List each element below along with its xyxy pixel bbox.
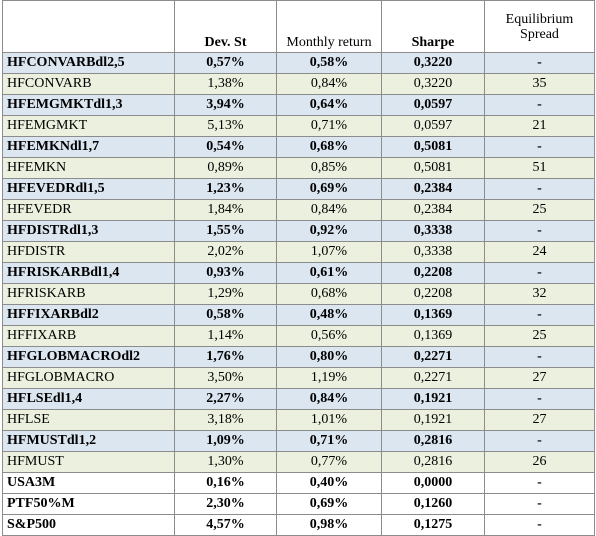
- cell-dev-st: 0,58%: [175, 305, 277, 326]
- cell-dev-st: 1,76%: [175, 347, 277, 368]
- cell-sharpe: 0,1921: [382, 389, 485, 410]
- cell-equilibrium-spread: -: [485, 95, 595, 116]
- cell-sharpe: 0,2271: [382, 347, 485, 368]
- cell-monthly-return: 0,92%: [277, 221, 382, 242]
- cell-sharpe: 0,2384: [382, 179, 485, 200]
- cell-dev-st: 5,13%: [175, 116, 277, 137]
- cell-monthly-return: 0,84%: [277, 389, 382, 410]
- cell-fund-name: HFMUSTdl1,2: [3, 431, 175, 452]
- cell-monthly-return: 0,58%: [277, 53, 382, 74]
- cell-equilibrium-spread: -: [485, 179, 595, 200]
- cell-sharpe: 0,5081: [382, 137, 485, 158]
- cell-sharpe: 0,0000: [382, 473, 485, 494]
- cell-monthly-return: 0,61%: [277, 263, 382, 284]
- cell-dev-st: 1,38%: [175, 74, 277, 95]
- cell-dev-st: 1,55%: [175, 221, 277, 242]
- cell-equilibrium-spread: 27: [485, 368, 595, 389]
- cell-dev-st: 0,16%: [175, 473, 277, 494]
- cell-monthly-return: 0,84%: [277, 74, 382, 95]
- header-spread-line1: Equilibrium: [505, 11, 574, 27]
- cell-sharpe: 0,1275: [382, 515, 485, 536]
- cell-dev-st: 0,93%: [175, 263, 277, 284]
- cell-fund-name: HFMUST: [3, 452, 175, 473]
- cell-fund-name: HFEMGMKTdl1,3: [3, 95, 175, 116]
- cell-fund-name: HFEMKN: [3, 158, 175, 179]
- table-row: [3, 431, 595, 452]
- cell-sharpe: 0,1921: [382, 410, 485, 431]
- cell-sharpe: 0,3338: [382, 242, 485, 263]
- cell-fund-name: HFDISTR: [3, 242, 175, 263]
- cell-monthly-return: 0,64%: [277, 95, 382, 116]
- cell-equilibrium-spread: 27: [485, 410, 595, 431]
- table-row: [3, 284, 595, 305]
- cell-monthly-return: 0,56%: [277, 326, 382, 347]
- cell-equilibrium-spread: -: [485, 137, 595, 158]
- cell-monthly-return: 1,19%: [277, 368, 382, 389]
- cell-fund-name: HFEMGMKT: [3, 116, 175, 137]
- results-table: [2, 0, 595, 536]
- header-dev-st: Dev. St: [175, 1, 277, 53]
- cell-equilibrium-spread: -: [485, 221, 595, 242]
- table-row: [3, 242, 595, 263]
- cell-dev-st: 1,30%: [175, 452, 277, 473]
- cell-equilibrium-spread: -: [485, 431, 595, 452]
- cell-dev-st: 0,57%: [175, 53, 277, 74]
- table-row: [3, 53, 595, 74]
- cell-equilibrium-spread: -: [485, 494, 595, 515]
- cell-dev-st: 1,14%: [175, 326, 277, 347]
- cell-fund-name: HFCONVARB: [3, 74, 175, 95]
- cell-dev-st: 0,54%: [175, 137, 277, 158]
- cell-sharpe: 0,1369: [382, 326, 485, 347]
- cell-sharpe: 0,0597: [382, 95, 485, 116]
- table-row: [3, 326, 595, 347]
- cell-sharpe: 0,3220: [382, 53, 485, 74]
- cell-equilibrium-spread: 51: [485, 158, 595, 179]
- table-row: [3, 494, 595, 515]
- cell-dev-st: 3,50%: [175, 368, 277, 389]
- cell-fund-name: HFDISTRdl1,3: [3, 221, 175, 242]
- table-row: [3, 74, 595, 95]
- header-sharpe: Sharpe: [382, 1, 485, 53]
- cell-fund-name: HFEMKNdl1,7: [3, 137, 175, 158]
- cell-sharpe: 0,0597: [382, 116, 485, 137]
- cell-equilibrium-spread: 26: [485, 452, 595, 473]
- cell-fund-name: USA3M: [3, 473, 175, 494]
- cell-monthly-return: 0,85%: [277, 158, 382, 179]
- header-name: [3, 1, 175, 53]
- cell-fund-name: HFCONVARBdl2,5: [3, 53, 175, 74]
- cell-fund-name: HFEVEDR: [3, 200, 175, 221]
- table-body: [3, 53, 595, 536]
- cell-fund-name: HFRISKARB: [3, 284, 175, 305]
- cell-equilibrium-spread: -: [485, 263, 595, 284]
- cell-monthly-return: 0,80%: [277, 347, 382, 368]
- cell-equilibrium-spread: 35: [485, 74, 595, 95]
- cell-sharpe: 0,2816: [382, 452, 485, 473]
- cell-dev-st: 2,30%: [175, 494, 277, 515]
- cell-equilibrium-spread: -: [485, 473, 595, 494]
- cell-fund-name: HFLSEdl1,4: [3, 389, 175, 410]
- cell-monthly-return: 0,48%: [277, 305, 382, 326]
- table-row: [3, 221, 595, 242]
- cell-sharpe: 0,5081: [382, 158, 485, 179]
- cell-dev-st: 2,27%: [175, 389, 277, 410]
- cell-dev-st: 1,23%: [175, 179, 277, 200]
- table-row: [3, 347, 595, 368]
- table-row: [3, 515, 595, 536]
- cell-dev-st: 0,89%: [175, 158, 277, 179]
- cell-fund-name: HFLSE: [3, 410, 175, 431]
- table-row: [3, 389, 595, 410]
- table-row: [3, 473, 595, 494]
- table-row: [3, 410, 595, 431]
- cell-fund-name: HFFIXARBdl2: [3, 305, 175, 326]
- cell-sharpe: 0,2208: [382, 263, 485, 284]
- cell-dev-st: 1,84%: [175, 200, 277, 221]
- header-row: [3, 1, 595, 53]
- table-row: [3, 137, 595, 158]
- cell-dev-st: 4,57%: [175, 515, 277, 536]
- cell-equilibrium-spread: -: [485, 389, 595, 410]
- cell-sharpe: 0,2816: [382, 431, 485, 452]
- cell-dev-st: 1,29%: [175, 284, 277, 305]
- cell-monthly-return: 0,98%: [277, 515, 382, 536]
- table-row: [3, 116, 595, 137]
- table-row: [3, 179, 595, 200]
- cell-equilibrium-spread: -: [485, 347, 595, 368]
- cell-monthly-return: 0,69%: [277, 179, 382, 200]
- cell-fund-name: HFGLOBMACRO: [3, 368, 175, 389]
- cell-equilibrium-spread: -: [485, 515, 595, 536]
- cell-dev-st: 2,02%: [175, 242, 277, 263]
- cell-sharpe: 0,2271: [382, 368, 485, 389]
- cell-equilibrium-spread: 32: [485, 284, 595, 305]
- table-row: [3, 305, 595, 326]
- cell-monthly-return: 1,01%: [277, 410, 382, 431]
- cell-fund-name: HFEVEDRdl1,5: [3, 179, 175, 200]
- table-row: [3, 263, 595, 284]
- table-row: [3, 95, 595, 116]
- cell-monthly-return: 0,40%: [277, 473, 382, 494]
- table-row: [3, 200, 595, 221]
- cell-equilibrium-spread: 25: [485, 200, 595, 221]
- table-row: [3, 452, 595, 473]
- cell-monthly-return: 1,07%: [277, 242, 382, 263]
- header-equilibrium-spread: [485, 1, 595, 53]
- header-monthly-return: Monthly return: [277, 1, 382, 53]
- cell-fund-name: HFFIXARB: [3, 326, 175, 347]
- cell-equilibrium-spread: 24: [485, 242, 595, 263]
- cell-sharpe: 0,1260: [382, 494, 485, 515]
- cell-monthly-return: 0,69%: [277, 494, 382, 515]
- cell-monthly-return: 0,77%: [277, 452, 382, 473]
- table-row: [3, 158, 595, 179]
- cell-sharpe: 0,3220: [382, 74, 485, 95]
- cell-monthly-return: 0,71%: [277, 431, 382, 452]
- cell-dev-st: 3,94%: [175, 95, 277, 116]
- cell-sharpe: 0,1369: [382, 305, 485, 326]
- cell-monthly-return: 0,68%: [277, 284, 382, 305]
- cell-equilibrium-spread: -: [485, 53, 595, 74]
- table-header: [3, 1, 595, 53]
- cell-fund-name: HFRISKARBdl1,4: [3, 263, 175, 284]
- cell-equilibrium-spread: -: [485, 305, 595, 326]
- cell-sharpe: 0,2208: [382, 284, 485, 305]
- cell-fund-name: HFGLOBMACROdl2: [3, 347, 175, 368]
- cell-dev-st: 3,18%: [175, 410, 277, 431]
- header-spread-line2: Spread: [520, 26, 559, 42]
- cell-monthly-return: 0,84%: [277, 200, 382, 221]
- cell-fund-name: PTF50%M: [3, 494, 175, 515]
- cell-sharpe: 0,2384: [382, 200, 485, 221]
- cell-monthly-return: 0,68%: [277, 137, 382, 158]
- table-row: [3, 368, 595, 389]
- cell-fund-name: S&P500: [3, 515, 175, 536]
- cell-dev-st: 1,09%: [175, 431, 277, 452]
- cell-monthly-return: 0,71%: [277, 116, 382, 137]
- cell-equilibrium-spread: 21: [485, 116, 595, 137]
- cell-sharpe: 0,3338: [382, 221, 485, 242]
- cell-equilibrium-spread: 25: [485, 326, 595, 347]
